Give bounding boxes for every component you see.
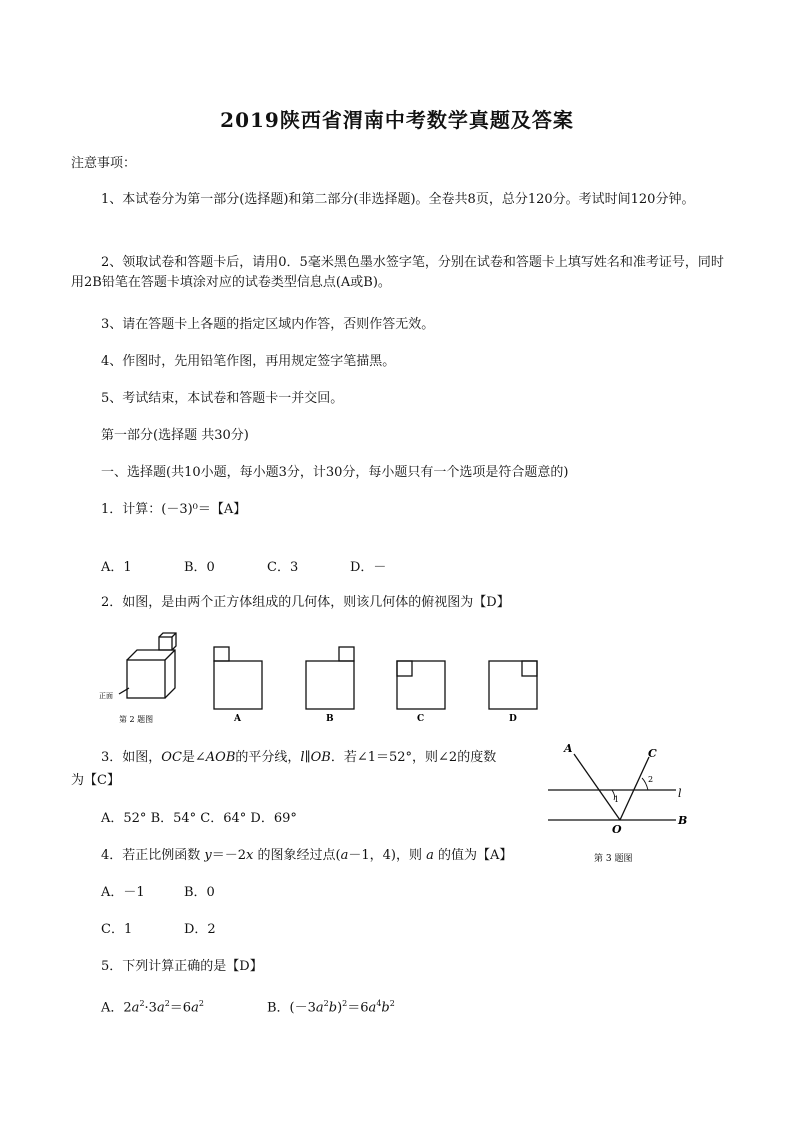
q3-stem-line2: 为【C】: [71, 773, 120, 788]
q4-option-c: C．1: [101, 922, 133, 937]
q3-label-a: A: [564, 742, 573, 755]
note-3: 3、请在答题卡上各题的指定区域内作答，否则作答无效。: [101, 317, 435, 332]
q3-options: A．52° B．54° C．64° D．69°: [101, 811, 297, 826]
q3-label-c: C: [648, 747, 657, 760]
q2-solid-drawing: [119, 633, 176, 698]
q2-choice-b: B: [326, 714, 334, 724]
q2-choice-a: A: [234, 714, 241, 724]
q5-stem: 5．下列计算正确的是【D】: [101, 959, 263, 974]
q5-option-b: B．$(-3a^2b)^2=6a^4b^2$: [267, 999, 395, 1016]
q2-option-a-view: [214, 647, 262, 709]
q2-figure: [95, 628, 555, 728]
q1-option-c: C．3: [267, 560, 299, 575]
q2-option-d-view: [489, 661, 537, 709]
note-2: 2、领取试卷和答题卡后，请用0．5毫米黑色墨水签字笔，分别在试卷和答题卡上填写姓名和准考证号，同时用2B铅笔在答题卡填涂对应的试卷类型信息点(A或B)。: [71, 255, 724, 290]
q3-ray-oc: [620, 757, 649, 820]
q3-label-angle-1: 1: [614, 795, 620, 804]
q1-option-a: A．1: [101, 560, 132, 575]
q2-figure-caption: 第 2 题图: [119, 715, 154, 724]
q4-option-a: A．－1: [101, 885, 145, 900]
notes-heading: 注意事项：: [71, 156, 137, 171]
q3-ray-oa: [574, 754, 620, 820]
note-1: 1、本试卷分为第一部分(选择题)和第二部分(非选择题)。全卷共8页，总分120分。考试时间120分钟。: [101, 192, 695, 207]
page-title: 2019陕西省渭南中考数学真题及答案: [220, 108, 574, 132]
q2-choice-d: D: [509, 714, 517, 724]
q2-option-b-view: [306, 647, 354, 709]
q1-option-b: B．0: [184, 560, 215, 575]
q4-stem: 4．若正比例函数 y＝－2x 的图象经过点(a－1，4)，则 a 的值为【A】: [101, 848, 513, 863]
q3-figure-caption: 第 3 题图: [594, 854, 633, 864]
q1-option-d: D．－: [350, 560, 387, 575]
q3-label-angle-2: 2: [648, 775, 654, 784]
q2-front-label: 正面: [99, 692, 113, 700]
q3-stem: 3．如图，OC是∠AOB的平分线，l∥OB．若∠1＝52°，则∠2的度数: [101, 750, 497, 765]
q4-option-b: B．0: [184, 885, 215, 900]
q2-choice-c: C: [417, 714, 425, 724]
q1-stem: 1．计算：(－3)⁰＝【A】: [101, 502, 247, 517]
q2-stem: 2．如图，是由两个正方体组成的几何体，则该几何体的俯视图为【D】: [101, 595, 510, 610]
section-one-heading: 一、选择题(共10小题，每小题3分，计30分，每小题只有一个选项是符合题意的): [101, 465, 569, 480]
note-5: 5、考试结束，本试卷和答题卡一并交回。: [101, 391, 344, 406]
q5-option-a: A．$2a^2\cdot 3a^2=6a^2$: [101, 999, 204, 1016]
note-4: 4、作图时，先用铅笔作图，再用规定签字笔描黑。: [101, 354, 396, 369]
q3-label-o: O: [612, 823, 622, 836]
q3-label-l: l: [678, 787, 682, 800]
q3-label-b: B: [678, 814, 688, 827]
q3-figure: [540, 740, 700, 870]
part-one-heading: 第一部分(选择题 共30分): [101, 428, 249, 443]
q4-option-d: D．2: [184, 922, 216, 937]
q2-option-c-view: [397, 661, 445, 709]
